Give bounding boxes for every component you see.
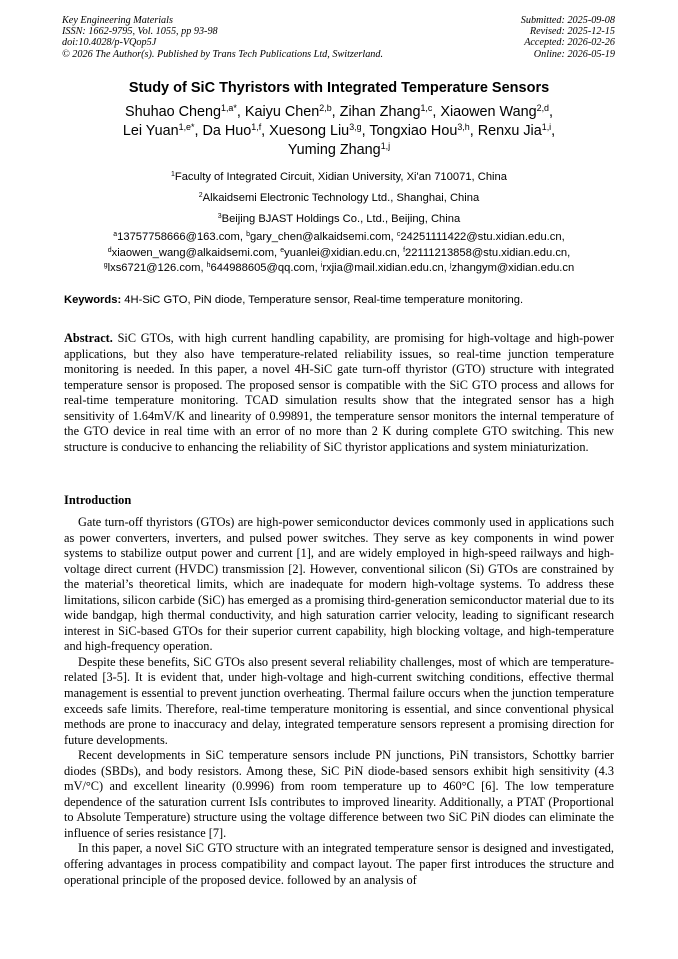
keywords-text: 4H-SiC GTO, PiN diode, Temperature sensor, Real-time temperature monitoring. [121,294,524,306]
email-address[interactable]: yuanlei@xidian.edu.cn, [284,246,404,259]
copyright-line: © 2026 The Author(s). Published by Trans Tech Publications Ltd, Switzerland. [62,48,384,60]
author-affiliation-mark: 1,f [251,122,262,133]
author-separator: , [551,123,556,139]
email-address[interactable]: lxs6721@126.com, [107,262,207,274]
intro-paragraph: In this paper, a novel SiC GTO structure with an integrated temperature sensor is designed and investigated, offering advantages in process compatibility and compact layout. The paper first introduces the structure and operational principle of the proposed device. followed by an analysis of [64,841,614,887]
email-list [0,230,678,277]
email-line [0,261,678,277]
email-address[interactable]: 644988605@qq.com, [210,262,321,274]
journal-info [62,15,383,60]
author-line [0,122,678,141]
author-affiliation-mark: 1,a* [221,103,237,114]
email-address[interactable]: 24251111422@stu.xidian.edu.cn, [400,231,565,243]
author-line [0,103,678,122]
author-name: Lei Yuan [122,123,179,139]
email-mark: a [113,231,118,239]
affiliation-text: Faculty of Integrated Circuit, Xidian University, Xi'an 710071, China [174,171,507,183]
submitted-date: Submitted: 2025-09-08 [520,15,615,26]
online-date: Online: 2026-05-19 [533,48,615,60]
intro-paragraph: Despite these benefits, SiC GTOs also present several reliability challenges, most of which are temperature-related [3-5]. It is evident that, under high-voltage and high-current switching conditions, effective thermal management is essential to prevent junction overheating. Thermal failure occurs when the junction temperature exceeds safe limits. Therefore, real-time temperature monitoring is essential, and since conventional physical methods are prone to inaccuracy and delay, integrated temperature sensors represent a promising direction for future developments. [64,654,614,747]
author-name: Da Huo [202,123,252,139]
author-affiliation-mark: 1,j [380,141,391,152]
author-affiliation-mark: 3,h [457,122,470,133]
email-address[interactable]: 22111213858@stu.xidian.edu.cn, [405,246,571,259]
keywords-label: Keywords: [64,294,122,306]
author-affiliation-mark: 2,b [319,103,332,114]
author-separator: , [549,104,554,120]
email-mark: d [107,246,112,254]
doi-line[interactable]: doi:10.4028/p-VQop5J [62,37,157,49]
author-name: Yuming Zhang [287,142,381,158]
author-name: Kaiyu Chen [244,104,320,120]
revised-date: Revised: 2025-12-15 [529,26,615,38]
introduction-body [64,515,614,888]
email-mark: f [403,246,406,254]
author-separator: , [469,123,478,139]
affiliation-text: Alkaidsemi Electronic Technology Ltd., Shanghai, China [202,192,480,204]
abstract-label: Abstract. [64,331,113,345]
author-separator: , [194,123,203,139]
author-line [0,141,678,160]
publication-dates [521,15,615,60]
email-mark: j [449,262,452,270]
email-address[interactable]: xiaowen_wang@alkaidsemi.com, [111,246,281,259]
email-mark: h [206,262,211,270]
email-address[interactable]: zhangym@xidian.edu.cn [451,262,575,274]
issn-line: ISSN: 1662-9795, Vol. 1055, pp 93-98 [62,26,218,38]
author-name: Tongxiao Hou [369,123,458,139]
affiliation [0,167,678,188]
author-separator: , [261,123,270,139]
author-name: Shuhao Cheng [124,104,221,120]
affiliation-text: Beijing BJAST Holdings Co., Ltd., Beijing, China [221,213,461,225]
affiliation-list [0,167,678,230]
affiliation [0,209,678,230]
journal-name: Key Engineering Materials [62,15,173,26]
email-address[interactable]: gary_chen@alkaidsemi.com, [249,231,397,243]
intro-paragraph: Recent developments in SiC temperature sensors include PN junctions, PiN transistors, Schottky barrier diodes (SBDs), and body resistors. Among these, SiC PiN diode-based sensors exhibit high sensitivity (4.3 mV/°C) and excellent linearity (0.9996) from room temperature up to 460°C [6]. The low temperature dependence of the saturation current IsIs contributes to improved linearity. Additionally, a PTAT (Proportional to Absolute Temperature) structure using the voltage difference between two SiC PiN diodes can eliminate the influence of series resistance [7]. [64,748,614,840]
author-list [0,103,678,160]
author-name: Xuesong Liu [269,123,350,139]
author-separator: , [361,123,370,139]
author-name: Xiaowen Wang [440,104,537,120]
author-name: Renxu Jia [477,123,542,139]
author-separator: , [432,104,441,120]
affiliation-number: 3 [217,213,222,221]
author-separator: , [236,104,245,120]
affiliation [0,188,678,209]
author-name: Zihan Zhang [339,104,421,120]
email-mark: e [280,246,285,254]
author-affiliation-mark: 1,c [420,103,433,114]
author-affiliation-mark: 3,g [349,122,362,133]
email-mark: b [246,231,250,239]
email-mark: i [320,262,323,270]
intro-paragraph: Gate turn-off thyristors (GTOs) are high-power semiconductor devices commonly used in applications such as power converters, inverters, and pulsed power switches. They serve as key components in wind power systems to stabilize output power and current [1], and are widely employed in high-speed railways and high-voltage direct current (HVDC) transmission [2]. However, conventional silicon (Si) GTOs are constrained by the material’s theoretical limits, which are inadequate for modern high-voltage systems. To address these limitations, silicon carbide (SiC) has emerged as a promising third-generation semiconductor material due to its wide bandgap, high thermal conductivity, and high saturation carrier velocity, leading to significant research interest in SiC-based GTOs for their superior current capability, high blocking voltage, and high-temperature and high-frequency operation. [64,515,614,654]
email-mark: g [103,262,108,270]
author-affiliation-mark: 2,d [536,103,550,114]
author-affiliation-mark: 1,i [541,122,552,133]
paper-title: Study of SiC Thyristors with Integrated Temperature Sensors [128,80,550,96]
email-address[interactable]: rxjia@mail.xidian.edu.cn, [322,262,450,274]
section-heading-introduction: Introduction [64,493,132,507]
affiliation-number: 2 [198,192,203,200]
accepted-date: Accepted: 2026-02-26 [524,37,615,49]
abstract-text: SiC GTOs, with high current handling capability, are promising for high-voltage and high-power applications, but they also have temperature-related reliability issues, so real-time junction temperature monitoring is needed. In this paper, a novel 4H-SiC gate turn-off thyristor (GTO) structure with integrated temperature sensor is proposed. The proposed sensor is compatible with the SiC GTO process and allows for real-time temperature monitoring. TCAD simulation results show that the integrated sensor has a high sensitivity of 1.64mV/K and linearity of 0.99891, the temperature sensor monitors the internal temperature of the GTO device in real time with an error of no more than 2 K during complete GTO switching. This new structure is conducive to enhancing the reliability of SiC thyristor applications and system miniaturization. [64,331,614,454]
email-line [0,230,678,246]
keywords [64,294,614,306]
author-affiliation-mark: 1,e* [178,122,195,133]
email-mark: c [396,231,401,239]
email-address[interactable]: 13757758666@163.com, [117,231,247,243]
affiliation-number: 1 [171,171,175,179]
email-line [0,246,678,262]
author-separator: , [331,104,340,120]
abstract [64,331,614,455]
